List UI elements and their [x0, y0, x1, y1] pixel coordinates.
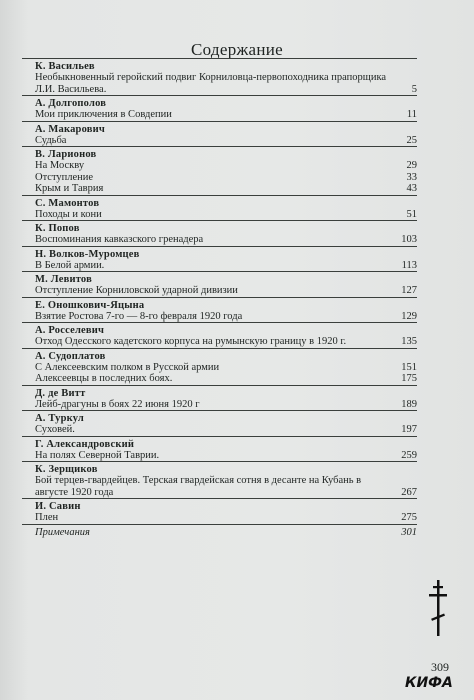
- toc-item-title: Отступление Корниловской ударной дивизии: [35, 285, 238, 296]
- toc-author: А. Росселевич: [35, 325, 105, 336]
- toc-author: Н. Волков-Муромцев: [35, 248, 140, 260]
- toc-entry: [22, 95, 417, 121]
- toc-item-page: 25: [406, 134, 417, 146]
- toc-item-title: Лейб-драгуны в боях 22 июня 1920 г: [35, 398, 200, 410]
- toc-item: [35, 527, 417, 539]
- toc-item-page: 43: [406, 183, 417, 194]
- toc-item-title: Необыкновенный геройский подвиг Корниловца-первопоходника прапорщика Л.И. Васильева.: [35, 72, 387, 95]
- toc-item: [35, 183, 417, 195]
- toc-item-title: Отход Одесского кадетского корпуса на румынскую границу в 1920 г.: [35, 336, 347, 347]
- toc-item-title: Судьба: [35, 134, 67, 146]
- toc-author: А. Долгополов: [35, 98, 107, 109]
- toc-item-title: Алексеевцы в последних боях.: [35, 373, 173, 384]
- toc-author: С. Мамонтов: [35, 197, 100, 209]
- toc-entry: [22, 385, 417, 411]
- toc-item-page: 267: [401, 486, 417, 498]
- toc-entry: [22, 271, 417, 297]
- toc-entry: [22, 461, 417, 498]
- toc-entry: [22, 195, 417, 221]
- toc-item: [35, 172, 417, 184]
- toc-item-title: Воспоминания кавказского гренадера: [35, 234, 204, 245]
- toc-item-title: Отступление: [35, 171, 94, 183]
- toc-item-title: Бой терцев-гвардейцев. Терская гвардейская сотня в десанте на Кубань в августе 1920 года: [35, 475, 362, 498]
- toc-author: В. Ларионов: [35, 149, 97, 160]
- toc-item-page: 189: [401, 398, 417, 410]
- toc-item-page: 275: [401, 512, 417, 523]
- toc-item-title: Взятие Ростова 7-го — 8-го февраля 1920 года: [35, 310, 243, 322]
- toc-item-title: Мои приключения в Совдепии: [35, 109, 172, 120]
- page-number: 309: [431, 660, 449, 674]
- toc-author: К. Попов: [35, 223, 80, 234]
- toc-entry: [22, 58, 417, 95]
- toc-item: [35, 399, 417, 411]
- toc-item: [35, 512, 417, 524]
- toc-item-page: 197: [401, 424, 417, 435]
- toc-item: [35, 234, 417, 246]
- orthodox-cross-icon: [428, 580, 448, 636]
- toc-item: [35, 135, 417, 147]
- toc-item-page: 175: [401, 373, 417, 384]
- toc-item-page: 129: [401, 310, 417, 322]
- notes-page: 301: [401, 526, 417, 538]
- toc-item-page: 11: [406, 109, 417, 120]
- notes-title: Примечания: [35, 526, 90, 538]
- toc-item-title: На полях Северной Таврии.: [35, 449, 160, 461]
- publisher-logo: КИФА: [405, 675, 453, 691]
- toc-entry: [22, 322, 417, 348]
- toc-author: Г. Александровский: [35, 438, 135, 450]
- toc-item: [35, 260, 417, 272]
- toc-item: [35, 209, 417, 221]
- toc-author: А. Туркул: [35, 413, 84, 424]
- toc-item-page: 51: [406, 208, 417, 220]
- toc-item-page: 29: [406, 160, 417, 171]
- toc-author: А. Судоплатов: [35, 350, 106, 362]
- toc-author: К. Васильев: [35, 61, 95, 72]
- toc-entry: [22, 220, 417, 246]
- toc-entry: [22, 348, 417, 385]
- toc-item-page: 151: [401, 361, 417, 373]
- toc-item-title: На Москву: [35, 160, 85, 171]
- toc-item: [35, 362, 417, 374]
- toc-item: [35, 450, 417, 462]
- table-of-contents: [22, 58, 417, 538]
- toc-entry: [22, 436, 417, 462]
- toc-item: [35, 109, 417, 121]
- toc-item-title: В Белой армии.: [35, 259, 105, 271]
- toc-author: Е. Оношкович-Яцына: [35, 299, 145, 311]
- toc-entry: [22, 246, 417, 272]
- toc-item-page: 5: [411, 83, 417, 95]
- toc-entry: [22, 121, 417, 147]
- toc-item: [35, 285, 417, 297]
- toc-entry: [22, 498, 417, 524]
- toc-item-title: Крым и Таврия: [35, 183, 104, 194]
- toc-item-title: Плен: [35, 512, 59, 523]
- toc-item: [35, 475, 417, 498]
- toc-item-page: 135: [401, 336, 417, 347]
- toc-item-page: 33: [406, 171, 417, 183]
- toc-author: А. Макарович: [35, 123, 106, 135]
- toc-item: [35, 311, 417, 323]
- toc-author: И. Савин: [35, 501, 81, 512]
- toc-notes-entry: [22, 524, 417, 539]
- toc-item: [35, 336, 417, 348]
- toc-item-page: 127: [401, 285, 417, 296]
- toc-item: [35, 160, 417, 172]
- toc-entry: [22, 297, 417, 323]
- toc-item-title: Суховей.: [35, 424, 75, 435]
- toc-author: Д. де Витт: [35, 387, 86, 399]
- toc-item-title: С Алексеевским полком в Русской армии: [35, 361, 220, 373]
- toc-item-page: 103: [401, 234, 417, 245]
- toc-item: [35, 72, 417, 95]
- toc-author: К. Зерщиков: [35, 464, 98, 475]
- toc-item-page: 259: [401, 449, 417, 461]
- toc-item-title: Походы и кони: [35, 208, 102, 220]
- page-title: Содержание: [190, 40, 284, 59]
- toc-item: [35, 424, 417, 436]
- toc-entry: [22, 146, 417, 195]
- toc-author: М. Левитов: [35, 274, 92, 285]
- toc-item: [35, 373, 417, 385]
- toc-entry: [22, 410, 417, 436]
- toc-item-page: 113: [401, 259, 417, 271]
